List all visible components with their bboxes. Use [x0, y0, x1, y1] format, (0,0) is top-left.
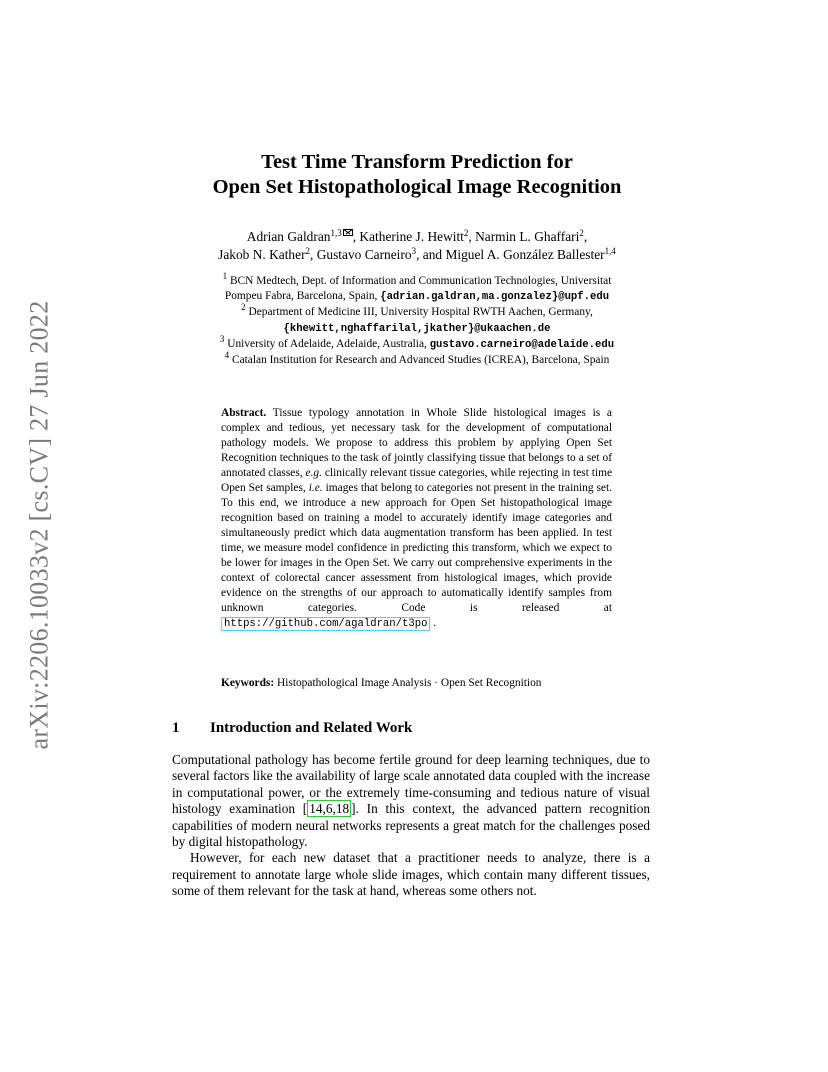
author-line-2	[150, 246, 684, 264]
abstract-text: images that belong to categories not present in the training set. To this end, we introduce a new approach for Open Set histopathological image recognition based on training a model to accurately identify image categories and simultaneously predict which data augmentation transform has been applied. In test time, we measure model confidence in predicting this transform, which we expect to be lower for images in the Open Set. We carry out comprehensive experiments in the context of colorectal cancer assessment from histological images, which provide evidence on the strengths of our approach to automatically identify samples from unknown categories. Code is released at	[221, 482, 612, 614]
affiliation-text: Department of Medicine III, University Hospital RWTH Aachen, Germany,	[245, 306, 593, 319]
author-affiliation-mark: 1,4	[604, 246, 616, 256]
citation-number[interactable]: 18	[335, 801, 350, 817]
paper-title	[150, 150, 684, 200]
author-affiliation-mark: 2	[305, 246, 311, 256]
affiliation-text: BCN Medtech, Dept. of Information and Communication Technologies, Universitat	[227, 275, 612, 287]
abstract-emphasis: i.e.	[308, 482, 323, 494]
abstract-text: Tissue typology annotation in Whole Slide histological images is a complex and tedious, yet necessary task for the development of computational pathology models. We propose to address this problem by applying Open Set Recognition techniques to the task of jointly classifying tissue that belongs to a set of annotated classes,	[221, 407, 612, 479]
affiliation-text: Catalan Institution for Research and Advanced Studies (ICREA), Barcelona, Spain	[229, 354, 610, 367]
affiliation-email[interactable]: gustavo.carneiro@adelaide.edu	[429, 338, 615, 351]
affiliation-number: 2	[241, 302, 246, 313]
author-separator: ,	[583, 229, 588, 244]
abstract-emphasis: e.g.	[305, 467, 322, 479]
affiliation-list	[160, 271, 674, 368]
citation-separator: ,	[332, 801, 336, 817]
section-number: 1	[172, 720, 180, 736]
paragraph	[172, 752, 650, 850]
author-affiliation-mark: 1,3	[330, 228, 342, 238]
author-name: , Narmin L. Ghaffari	[468, 229, 580, 244]
author-name: , Katherine J. Hewitt	[352, 229, 464, 244]
code-repository-link[interactable]: https://github.com/agaldran/t3po	[221, 617, 430, 631]
affiliation-text: Pompeu Fabra, Barcelona, Spain,	[224, 290, 381, 303]
affiliation-3	[160, 333, 674, 353]
title-line-2: Open Set Histopathological Image Recognition	[212, 176, 622, 198]
author-name: Adrian Galdran	[246, 229, 331, 244]
citation-number[interactable]: 14	[309, 801, 323, 817]
arxiv-identifier	[20, 290, 60, 760]
author-list	[150, 228, 684, 264]
section-heading	[172, 718, 412, 738]
citation-link[interactable]	[307, 800, 351, 817]
citation-number[interactable]: 6	[325, 801, 333, 817]
envelope-icon	[343, 229, 353, 236]
author-affiliation-mark: 2	[579, 228, 584, 238]
arxiv-identifier-text: arXiv:2206.10033v2 [cs.CV] 27 Jun 2022	[25, 300, 55, 750]
keywords-label: Keywords:	[221, 677, 275, 689]
keywords	[221, 676, 621, 691]
body-text	[172, 752, 650, 900]
author-name: , Gustavo Carneiro	[310, 247, 412, 262]
affiliation-email[interactable]: {khewitt,nghaffarilal,jkather}@ukaachen.de	[283, 322, 551, 335]
affiliation-text: University of Adelaide, Adelaide, Australia,	[224, 337, 430, 350]
abstract-text: .	[430, 617, 437, 629]
paragraph-text: Computational pathology has become fertile ground for deep learning techniques, due to several factors like the availability of large scale annotated data coupled with the increase in computational power, or the extremely time-consuming and tedious nature of visual histology examination [	[172, 752, 650, 817]
author-name: , and Miguel A. González Ballester	[416, 247, 605, 262]
affiliation-number: 3	[219, 333, 225, 344]
author-line-1	[150, 228, 684, 246]
affiliation-1-line-2	[160, 289, 674, 305]
affiliation-2-line-2	[160, 321, 674, 337]
keywords-text: Histopathological Image Analysis · Open Set Recognition	[274, 677, 542, 689]
author-affiliation-mark: 2	[463, 228, 469, 238]
author-name: Jakob N. Kather	[218, 247, 306, 262]
paragraph: However, for each new dataset that a practitioner needs to analyze, there is a requirement to annotate large whole slide images, which contain many different tissues, some of them relevant for the task at hand, whereas some others not.	[172, 850, 650, 899]
affiliation-2-line-1	[160, 302, 674, 320]
affiliation-1-line-1	[160, 271, 674, 289]
affiliation-number: 1	[222, 271, 228, 281]
abstract-label: Abstract.	[221, 407, 267, 419]
abstract-text: clinically relevant tissue categories, while rejecting in test time Open Set samples,	[221, 467, 613, 494]
title-line-1: Test Time Transform Prediction for	[261, 151, 573, 173]
abstract	[221, 406, 612, 631]
affiliation-email[interactable]: {adrian.galdran,ma.gonzalez}@upf.edu	[380, 291, 610, 304]
author-affiliation-mark: 3	[411, 246, 417, 256]
citation-separator: ,	[322, 801, 326, 817]
section-title: Introduction and Related Work	[210, 720, 413, 736]
affiliation-4	[160, 350, 674, 368]
affiliation-number: 4	[224, 350, 230, 361]
paragraph-text: ]. In this context, the advanced pattern recognition capabilities of modern neural networks represents a great match for the challenges posed by digital histopathology.	[172, 801, 650, 850]
